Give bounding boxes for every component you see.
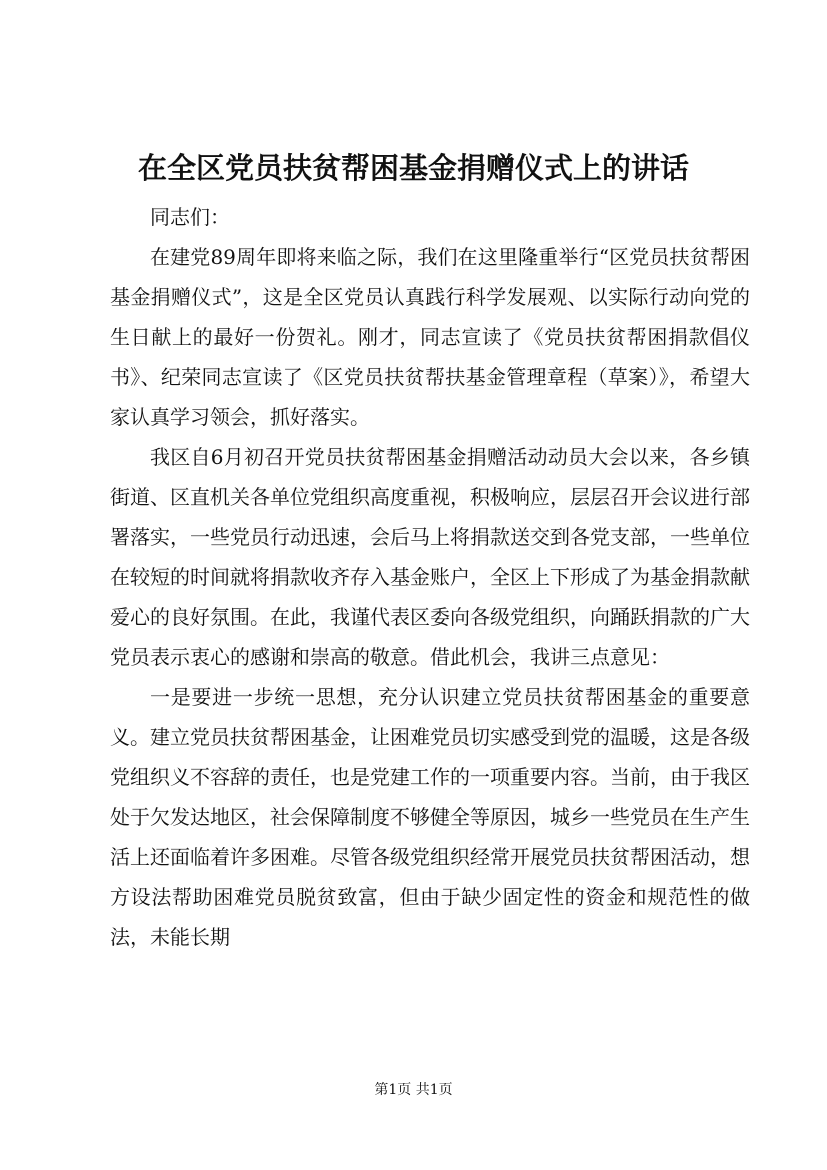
- body-paragraph: 我区自6月初召开党员扶贫帮困基金捐赠活动动员大会以来，各乡镇街道、区直机关各单位党组织高度重视，积极响应，层层召开会议进行部署落实，一些党员行动迅速，会后马上将捐款送交到各党支部，一些单位在较短的时间就将捐款收齐存入基金账户，全区上下形成了为基金捐款献爱心的良好氛围。在此，我谨代表区委向各级党组织，向踊跃捐款的广大党员表示衷心的感谢和崇高的敬意。借此机会，我讲三点意见：: [110, 445, 750, 669]
- document-title: 在全区党员扶贫帮困基金捐赠仪式上的讲话: [137, 151, 689, 185]
- body-paragraph: 在建党89周年即将来临之际，我们在这里隆重举行“区党员扶贫帮困基金捐赠仪式”，这是全区党员认真践行科学发展观、以实际行动向党的生日献上的最好一份贺礼。刚才，同志宣读了《党员扶贫帮困捐款倡仪书》、纪荣同志宣读了《区党员扶贫帮扶基金管理章程（草案）》，希望大家认真学习领会，抓好落实。: [110, 245, 750, 429]
- page-footer: 第1页 共1页: [374, 1082, 453, 1098]
- document-body: [110, 197, 750, 957]
- salutation-paragraph: 同志们：: [150, 205, 230, 229]
- body-paragraph: 一是要进一步统一思想，充分认识建立党员扶贫帮困基金的重要意义。建立党员扶贫帮困基金，让困难党员切实感受到党的温暖，这是各级党组织义不容辞的责任，也是党建工作的一项重要内容。当前，由于我区处于欠发达地区，社会保障制度不够健全等原因，城乡一些党员在生产生活上还面临着许多困难。尽管各级党组织经常开展党员扶贫帮困活动，想方设法帮助困难党员脱贫致富，但由于缺少固定性的资金和规范性的做法，未能长期: [110, 685, 750, 949]
